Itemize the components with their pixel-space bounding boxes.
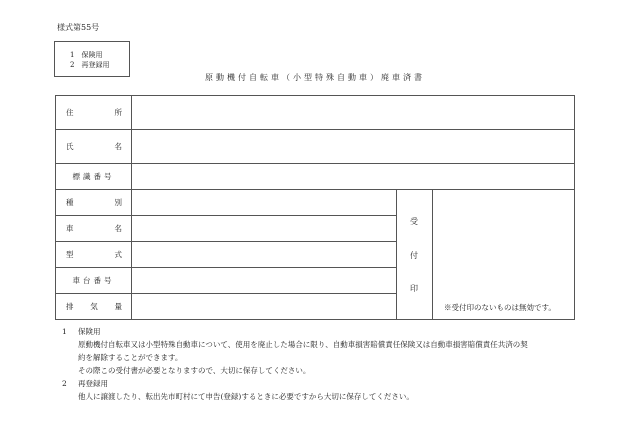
label-address <box>66 96 122 129</box>
label-type-char-2: 別 <box>114 198 122 207</box>
stamp-label-char-3: 印 <box>410 284 418 293</box>
note-1-title: 保険用 <box>78 327 101 336</box>
label-chassis-number: 車台番号 <box>72 276 115 285</box>
label-displacement-char-1: 排 <box>66 302 74 311</box>
note-1-line-3: その際この受付書が必要となりますので、大切に保存してください。 <box>78 366 311 375</box>
note-1-heading <box>62 325 582 338</box>
label-displacement <box>66 294 122 319</box>
document-title: 原動機付自転車（小型特殊自動車）廃車済書 <box>205 73 425 82</box>
purpose-insurance: 1 保険用 <box>70 51 103 59</box>
chassis-number-field[interactable] <box>132 268 396 293</box>
label-name-char-1: 氏 <box>66 142 74 151</box>
note-2-line-1: 他人に譲渡したり、転出先市町村にて申告(登録)するときに必要ですから大切に保存してください。 <box>78 392 414 401</box>
label-vehicle-name-char-1: 車 <box>66 224 74 233</box>
stamp-validity-note: ※受付印のないものは無効です。 <box>444 303 556 312</box>
stamp-label-char-1: 受 <box>410 217 418 226</box>
label-name <box>66 130 122 163</box>
label-vehicle-name-char-2: 名 <box>114 224 122 233</box>
displacement-field[interactable] <box>132 294 396 319</box>
address-field[interactable] <box>132 96 574 129</box>
label-model-char-1: 型 <box>66 250 74 259</box>
stamp-area <box>433 190 574 296</box>
purpose-reregistration: 2 再登録用 <box>70 61 110 69</box>
model-field[interactable] <box>132 242 396 267</box>
label-plate-number: 標識番号 <box>72 172 115 181</box>
note-2-heading <box>62 377 582 390</box>
label-displacement-char-3: 量 <box>114 302 122 311</box>
label-vehicle-name <box>66 216 122 241</box>
note-1-number: 1 <box>62 327 67 336</box>
name-field[interactable] <box>132 130 574 163</box>
usage-notes <box>62 325 582 403</box>
vehicle-name-field[interactable] <box>132 216 396 241</box>
label-model <box>66 242 122 267</box>
plate-number-field[interactable] <box>132 164 574 189</box>
stamp-label-char-2: 付 <box>410 251 418 260</box>
note-1-line-2: 約を解除することができます。 <box>78 353 183 362</box>
form-number: 様式第55号 <box>57 23 100 32</box>
label-address-char-1: 住 <box>66 108 74 117</box>
label-address-char-2: 所 <box>114 108 122 117</box>
note-1-line-1: 原動機付自転車又は小型特殊自動車について、使用を廃止した場合に限り、自動車損害賠償責任保険又は自動車損害賠償責任共済の契 <box>78 340 528 349</box>
label-name-char-2: 名 <box>114 142 122 151</box>
label-type-char-1: 種 <box>66 198 74 207</box>
note-2-number: 2 <box>62 379 67 388</box>
label-model-char-2: 式 <box>114 250 122 259</box>
label-type <box>66 190 122 215</box>
note-2-title: 再登録用 <box>78 379 108 388</box>
type-field[interactable] <box>132 190 396 215</box>
label-displacement-char-2: 気 <box>90 302 98 311</box>
